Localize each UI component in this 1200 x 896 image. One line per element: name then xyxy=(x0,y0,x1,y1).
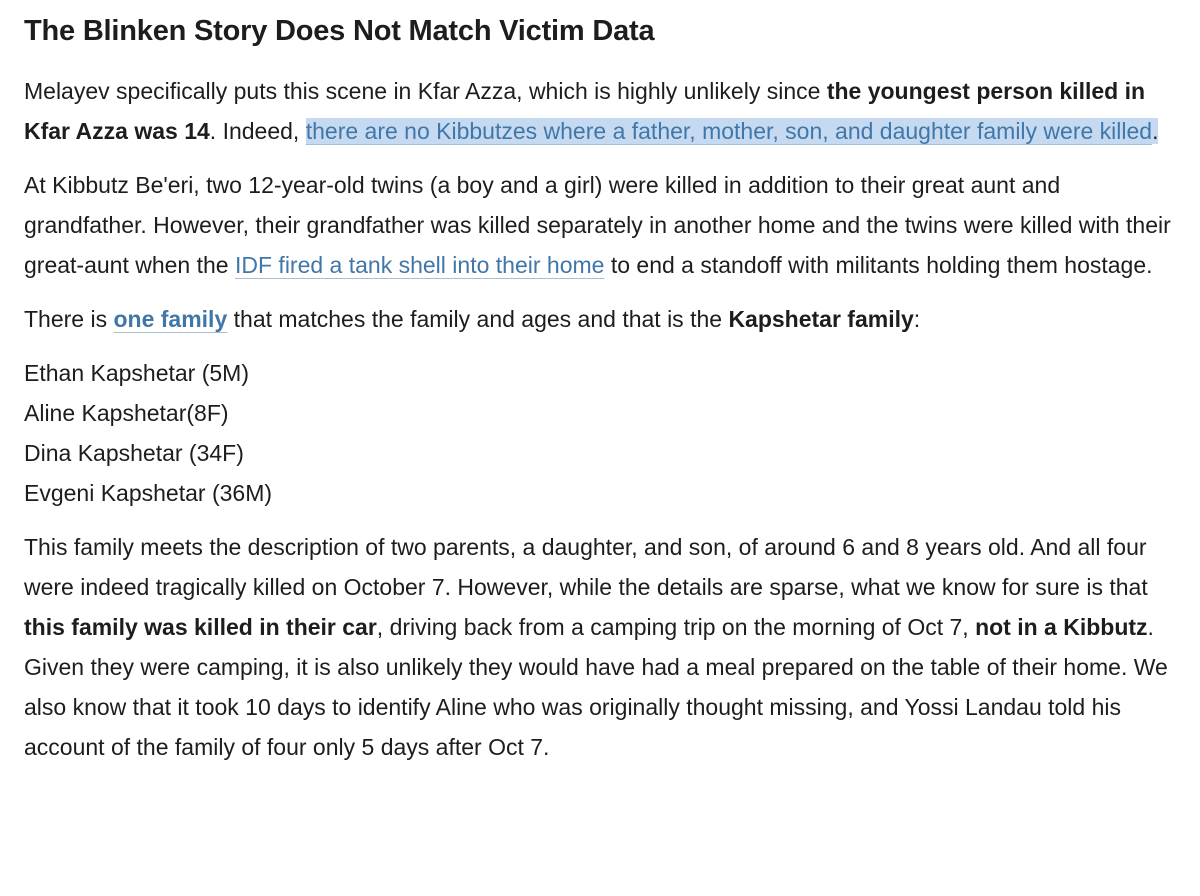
victim-name: Dina Kapshetar (34F) xyxy=(24,439,244,466)
one-family-link[interactable]: one family xyxy=(113,305,228,332)
victim-name: Evgeni Kapshetar (36M) xyxy=(24,479,273,506)
paragraph-kfar-azza xyxy=(24,71,1174,151)
paragraph-one-family xyxy=(24,299,1174,339)
text-segment: not in a Kibbutz xyxy=(975,613,1148,640)
text-segment: that matches the family and ages and that is the xyxy=(227,305,729,332)
victim-name: Aline Kapshetar(8F) xyxy=(24,399,229,426)
text-segment: to end a standoff with militants holding them hostage. xyxy=(604,251,1153,278)
text-segment: . xyxy=(1152,117,1159,144)
paragraph-beeri-twins xyxy=(24,165,1178,285)
text-segment: There is xyxy=(24,305,114,332)
text-segment: At Kibbutz Be'eri, two 12-year-old twins (a boy and a girl) were killed in addition to their great aunt and grandfather. However, their grandfather was killed separately in another home and the twins were killed with their great-aunt when the xyxy=(24,171,1178,278)
text-segment: this family was killed in their car xyxy=(24,613,377,640)
text-segment: This family meets the description of two parents, a daughter, and son, of around 6 and 8 years old. And all four were indeed tragically killed on October 7. However, while the details are sparse, what we know for sure is that xyxy=(24,533,1155,600)
text-segment: . Indeed, xyxy=(209,117,306,144)
article-title: The Blinken Story Does Not Match Victim Data xyxy=(24,15,655,47)
paragraph-killed-in-car xyxy=(24,527,1174,767)
tank-shell-link[interactable]: IDF fired a tank shell into their home xyxy=(234,251,605,278)
article-body xyxy=(24,71,1178,767)
victim-name-list xyxy=(24,353,1174,513)
victim-name: Ethan Kapshetar (5M) xyxy=(24,359,250,386)
article xyxy=(24,14,1178,767)
text-segment: Melayev specifically puts this scene in Kfar Azza, which is highly unlikely since xyxy=(24,77,827,104)
no-kibbutzes-highlighted-link[interactable]: there are no Kibbutzes where a father, mother, son, and daughter family were killed xyxy=(305,117,1153,144)
text-segment: : xyxy=(913,305,921,332)
text-segment: , driving back from a camping trip on the morning of Oct 7, xyxy=(376,613,976,640)
text-segment: . Given they were camping, it is also unlikely they would have had a meal prepared on the table of their home. We also know that it took 10 days to identify Aline who was originally thought missing, and Yossi Landau told his account of the family of four only 5 days after Oct 7. xyxy=(24,613,1175,760)
text-segment: the youngest person killed in Kfar Azza was 14 xyxy=(24,77,1152,144)
text-segment: Kapshetar family xyxy=(728,305,914,332)
